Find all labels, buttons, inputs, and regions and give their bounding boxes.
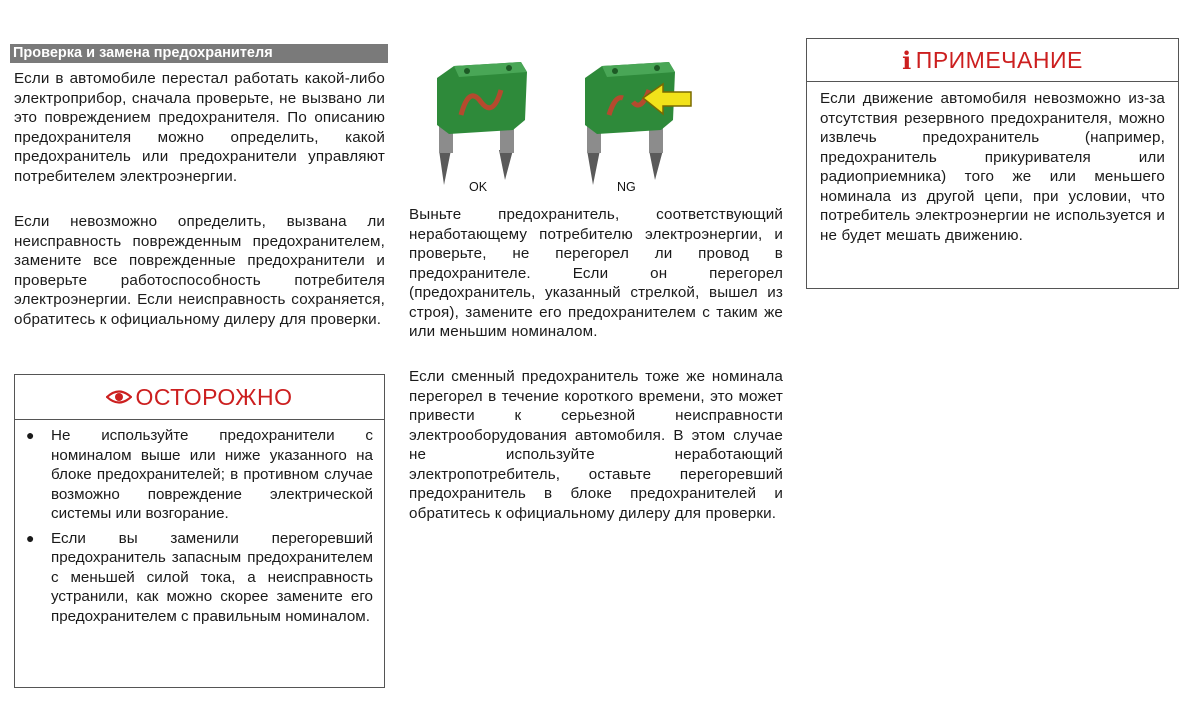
- eye-warning-icon: [106, 389, 132, 405]
- caution-title: ОСТОРОЖНО: [135, 383, 293, 410]
- info-icon: i: [902, 45, 912, 75]
- intro-paragraph: Если в автомобиле перестал работать какой-либо электроприбор, сначала проверьте, не вызвано ли это повреждением предохранителя. По описанию предохранителя можно определить, какой предохранитель или предохранители управляют потребителем электроэнергии.: [14, 70, 385, 185]
- fuse-ng-icon: [585, 62, 675, 185]
- fuse-illustration: [409, 40, 783, 200]
- bullet: ●: [26, 427, 35, 443]
- note-box: [806, 38, 1179, 289]
- label-ng: NG: [617, 180, 636, 194]
- caution-header: [15, 375, 384, 420]
- section-title: Проверка и замена предохранителя: [10, 44, 388, 63]
- repeat-burnout-paragraph: Если сменный предохранитель тоже же номинала перегорел в течение короткого времени, это может привести к серьезной неисправности электрооборудования автомобиля. В этом случае не используйте неработающий электропотребитель, оставьте перегоревший предохранитель в блоке предохранителей и обратитесь к официальному дилеру для проверки.: [409, 368, 783, 522]
- list-item: [15, 426, 384, 524]
- label-ok: OK: [469, 180, 488, 194]
- list-item: [15, 529, 384, 627]
- caution-list: [15, 420, 384, 626]
- note-header: [807, 39, 1178, 82]
- note-title: ПРИМЕЧАНИЕ: [915, 46, 1083, 73]
- caution-item-text: Если вы заменили перегоревший предохранитель запасным предохранителем с меньшей силой тока, а неисправность устранили, как можно скорее замените его предохранителем с правильным номиналом.: [51, 529, 373, 625]
- fuse-ok-icon: [437, 62, 527, 185]
- fuse-figure: [409, 40, 783, 200]
- remove-fuse-paragraph: Выньте предохранитель, соответствующий неработающему потребителю электроэнергии, и проверьте, не перегорел ли провод в предохранителе. Если он перегорел (предохранитель, указанный стрелкой, вышел из строя), замените его предохранителем с таким же или меньшим номиналом.: [409, 206, 783, 340]
- caution-box: [14, 374, 385, 688]
- caution-item-text: Не используйте предохранители с номиналом выше или ниже указанного на блоке предохранителей; в противном случае возможно повреждение электрической системы или возгорание.: [51, 427, 373, 522]
- bullet: ●: [26, 529, 35, 546]
- note-text: Если движение автомобиля невозможно из-за отсутствия резервного предохранителя, можно извлечь предохранитель (например, предохранитель прикуривателя или радиоприемника) того же или меньшего номинала из другой цепи, при условии, что потребитель электроэнергии не используется и не будет мешать движению.: [820, 90, 1165, 244]
- replace-all-paragraph: Если невозможно определить, вызвана ли неисправность поврежденным предохранителем, замените все поврежденные предохранители и проверьте работоспособность потребителя электроэнергии. Если неисправность сохраняется, обратитесь к официальному дилеру для проверки.: [14, 213, 385, 328]
